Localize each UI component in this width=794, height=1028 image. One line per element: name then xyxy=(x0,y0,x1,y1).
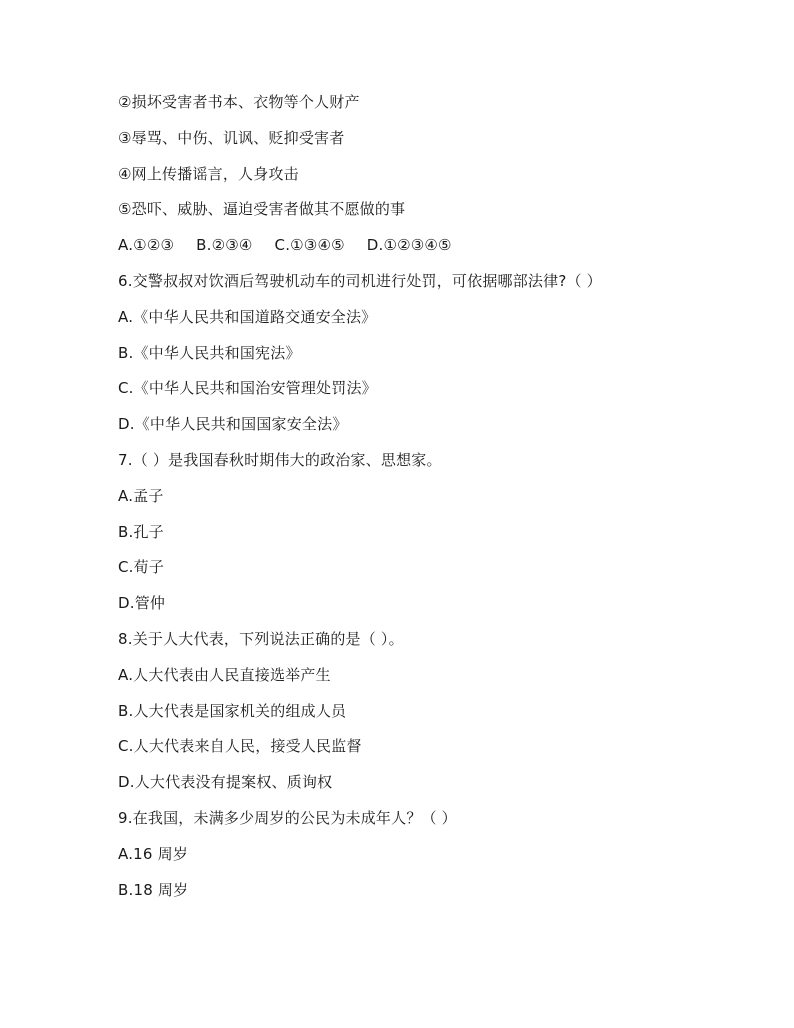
list-item-2: ②损坏受害者书本、衣物等个人财产 xyxy=(118,93,360,111)
q6-option-a: A.《中华人民共和国道路交通安全法》 xyxy=(118,307,377,326)
q6-option-b: B.《中华人民共和国宪法》 xyxy=(118,343,301,362)
q5-option-b: B.②③④ xyxy=(196,236,253,255)
q6-stem: 6.交警叔叔对饮酒后驾驶机动车的司机进行处罚，可依据哪部法律?（ ） xyxy=(118,271,602,290)
q5-option-d: D.①②③④⑤ xyxy=(366,236,452,255)
q7-option-a: A.孟子 xyxy=(118,486,164,505)
q7-option-c: C.荀子 xyxy=(118,558,165,577)
list-item-3: ③辱骂、中伤、讥讽、贬抑受害者 xyxy=(118,128,345,147)
q8-option-b: B.人大代表是国家机关的组成人员 xyxy=(118,701,347,720)
q8-option-c: C.人大代表来自人民，接受人民监督 xyxy=(118,737,362,756)
q5-options xyxy=(118,234,738,270)
q5-option-c: C.①③④⑤ xyxy=(274,236,345,255)
q7-option-d: D.管仲 xyxy=(118,594,166,613)
list-item-4: ④网上传播谣言，人身攻击 xyxy=(118,164,299,183)
list-item-5: ⑤恐吓、威胁、逼迫受害者做其不愿做的事 xyxy=(118,200,406,219)
q8-stem: 8.关于人大代表，下列说法正确的是（ ）。 xyxy=(118,629,404,648)
q8-option-a: A.人大代表由人民直接选举产生 xyxy=(118,665,331,684)
question-list xyxy=(118,91,738,914)
q7-option-b: B.孔子 xyxy=(118,522,164,541)
q9-stem: 9.在我国，未满多少周岁的公民为未成年人？（ ） xyxy=(118,808,457,827)
q6-option-d: D.《中华人民共和国国家安全法》 xyxy=(118,415,348,434)
q8-option-d: D.人大代表没有提案权、质询权 xyxy=(118,773,333,792)
q9-option-a: A.16 周岁 xyxy=(118,844,189,863)
q9-option-b: B.18 周岁 xyxy=(118,880,189,899)
q6-option-c: C.《中华人民共和国治安管理处罚法》 xyxy=(118,379,377,398)
q7-stem: 7.（ ）是我国春秋时期伟大的政治家、思想家。 xyxy=(118,450,442,469)
q5-option-a: A.①②③ xyxy=(118,236,175,255)
